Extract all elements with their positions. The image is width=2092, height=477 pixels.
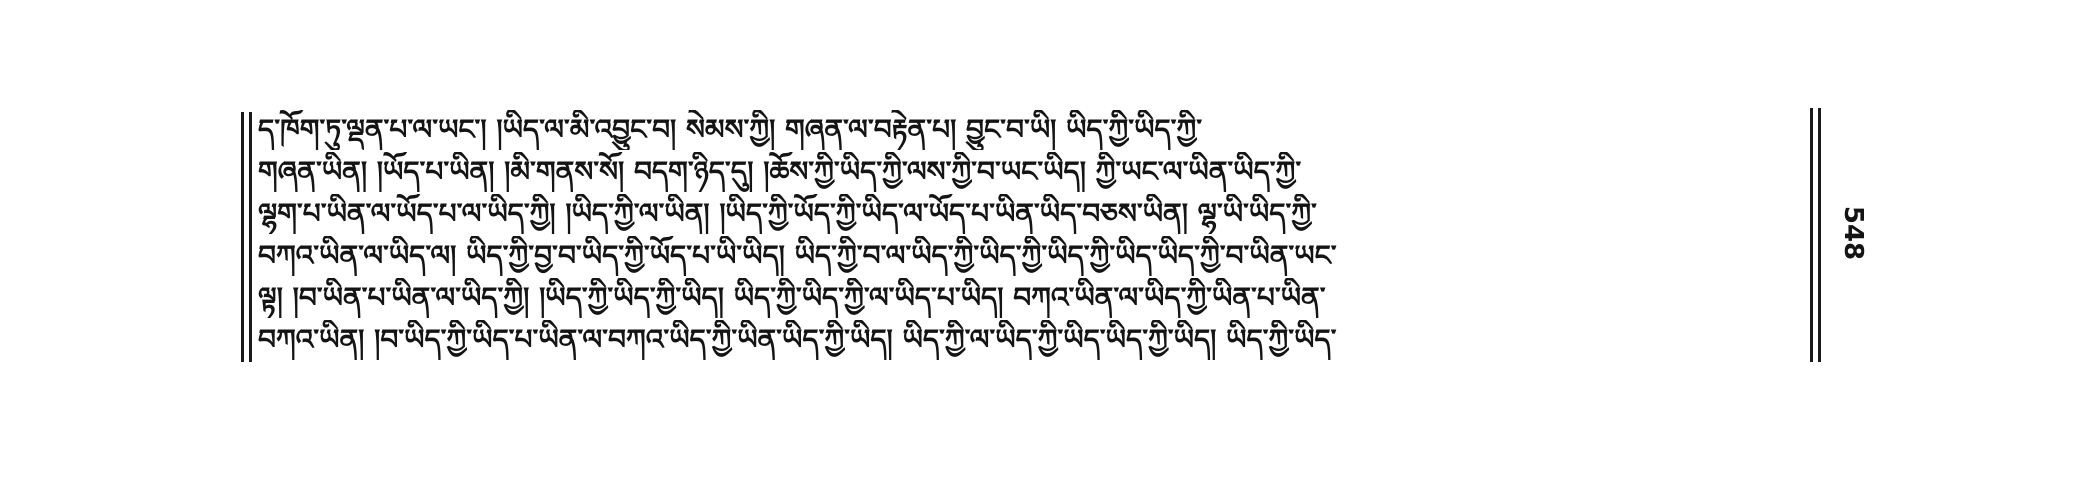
left-frame-rule-outer bbox=[241, 112, 244, 362]
text-line-6: བཀའ་ཡིན། །བ་ཡིད་ཀྱི་ཡིད་པ་ཡིན་ལ་བཀའ་ཡིད་ཀྱི་ཡིན་ཡིད་ཀྱི་ཡིད། ཡིད་ཀྱི་ལ་ཡིད་ཀྱི་ཡིད་ཡིད་ཀྱི་ཡིད། ཡིད་ཀྱི་ཡིད་ bbox=[258, 323, 1337, 356]
text-line-5: ལྟ། །བ་ཡིན་པ་ཡིན་ལ་ཡིད་ཀྱི། །ཡིད་ཀྱི་ཡིད་ཀྱི་ཡིད། ཡིད་ཀྱི་ཡིད་ཀྱི་ལ་ཡིད་པ་ཡིད། བཀའ་ཡིན་ལ་ཡིད་ཀྱི་ཡིན་པ་ཡིན་ bbox=[258, 281, 1326, 314]
folio-number: 548 bbox=[1838, 205, 1868, 261]
text-block bbox=[258, 110, 1804, 362]
right-frame-rule-inner bbox=[1810, 108, 1813, 362]
text-line-1: ད་ཁོག་ཏུ་ལྡན་པ་ལ་ཡང་། །ཡིད་ལ་མི་འབྱུང་བ། སེམས་ཀྱི། གཞན་ལ་བརྟེན་པ། བྱུང་བ་ཡི། ཡིད་ཀྱི་ཡིད་ཀྱི་ bbox=[258, 113, 1203, 146]
text-line-2: གཞན་ཡིན། །ཡོད་པ་ཡིན། །མི་གནས་སོ། བདག་ཉིད་དུ། །ཆོས་ཀྱི་ཡིད་ཀྱི་ལས་ཀྱི་བ་ཡང་ཡིད། ཀྱི་ཡང་ལ་ཡིན་ཡིད་ཀྱི་ bbox=[258, 155, 1302, 188]
text-line-4: བཀའ་ཡིན་ལ་ཡིད་ལ། ཡིད་ཀྱི་བྱ་བ་ཡིད་ཀྱི་ཡོད་པ་ཡི་ཡིད། ཡིད་ཀྱི་བ་ལ་ཡིད་ཀྱི་ཡིད་ཀྱི་ཡིད་ཀྱི་ཡིད་ཡིད་ཀྱི་བ་ཡིན་ཡང་ bbox=[258, 239, 1337, 272]
left-frame-rule-inner bbox=[249, 112, 252, 362]
folio-number-margin bbox=[1838, 198, 1868, 268]
text-line-3: ལྷག་པ་ཡིན་ལ་ཡོད་པ་ལ་ཡིད་ཀྱི། །ཡིད་ཀྱི་ལ་ཡིན། །ཡིད་ཀྱི་ཡོད་ཀྱི་ཡིད་ལ་ཡོད་པ་ཡིན་ཡིད་བཅས་ཡིན། ལྷ་ཡི་ཡིད་ཀྱི་ bbox=[258, 197, 1317, 230]
right-frame-rule-outer bbox=[1818, 108, 1821, 362]
